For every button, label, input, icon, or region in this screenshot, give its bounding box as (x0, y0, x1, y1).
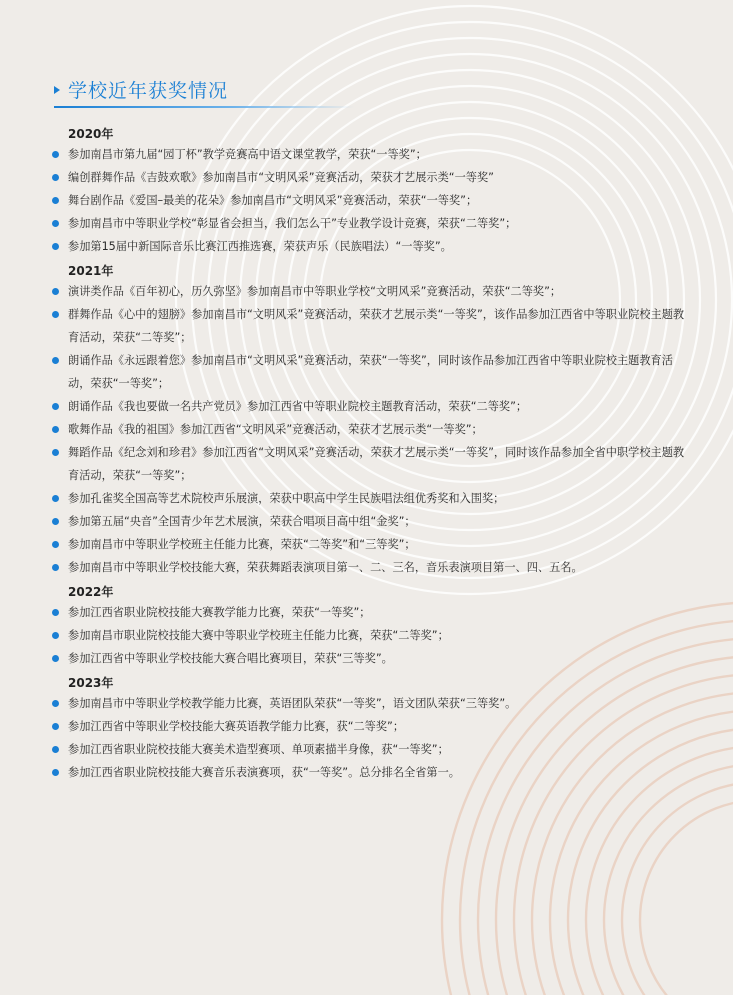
award-text: 参加南昌市中等职业学校教学能力比赛，英语团队荣获“一等奖”，语文团队荣获“三等奖”。 (68, 697, 517, 710)
bullet-dot-icon (52, 518, 59, 525)
award-text: 参加孔雀奖全国高等艺术院校声乐展演，荣获中职高中学生民族唱法组优秀奖和入围奖； (68, 492, 505, 505)
award-text: 参加南昌市第九届“园丁杯”教学竞赛高中语文课堂教学，荣获“一等奖”； (68, 148, 427, 161)
bullet-dot-icon (52, 700, 59, 707)
bullet-dot-icon (52, 632, 59, 639)
bullet-dot-icon (52, 723, 59, 730)
award-item (52, 624, 692, 647)
bullet-dot-icon (52, 426, 59, 433)
award-text: 参加南昌市职业院校技能大赛中等职业学校班主任能力比赛，荣获“二等奖”； (68, 629, 449, 642)
bullet-dot-icon (52, 495, 59, 502)
awards-list (52, 125, 692, 784)
year-heading: 2022年 (68, 585, 114, 599)
bullet-dot-icon (52, 288, 59, 295)
award-item (52, 189, 692, 212)
award-text: 编创群舞作品《吉鼓欢歌》参加南昌市“文明风采”竞赛活动，荣获才艺展示类“一等奖” (68, 171, 494, 184)
award-text: 参加江西省职业院校技能大赛教学能力比赛，荣获“一等奖”； (68, 606, 371, 619)
bullet-dot-icon (52, 769, 59, 776)
bullet-dot-icon (52, 197, 59, 204)
bullet-dot-icon (52, 174, 59, 181)
bullet-dot-icon (52, 151, 59, 158)
bullet-dot-icon (52, 243, 59, 250)
award-item (52, 212, 692, 235)
bullet-dot-icon (52, 220, 59, 227)
award-item (52, 761, 692, 784)
section-title: 学校近年获奖情况 (68, 80, 229, 102)
bullet-dot-icon (52, 564, 59, 571)
award-item (52, 533, 692, 556)
bullet-dot-icon (52, 449, 59, 456)
award-item (52, 692, 692, 715)
award-text: 参加江西省中等职业学校技能大赛合唱比赛项目，荣获“三等奖”。 (68, 652, 393, 665)
award-text: 朗诵作品《永远跟着您》参加南昌市“文明风采”竞赛活动，荣获“一等奖”，同时该作品参加江西省中等职业院校主题教育活动，荣获“一等奖”； (68, 354, 673, 390)
award-item (52, 303, 692, 349)
award-item (52, 601, 692, 624)
award-text: 舞蹈作品《纪念刘和珍君》参加江西省“文明风采”竞赛活动，荣获才艺展示类“一等奖”，同时该作品参加全省中职学校主题教育活动，荣获“一等奖”； (68, 446, 685, 482)
bullet-dot-icon (52, 357, 59, 364)
award-text: 朗诵作品《我也要做一名共产党员》参加江西省中等职业院校主题教育活动，荣获“二等奖”； (68, 400, 528, 413)
award-text: 演讲类作品《百年初心，历久弥坚》参加南昌市中等职业学校“文明风采”竞赛活动，荣获“二等奖”； (68, 285, 562, 298)
year-heading: 2023年 (68, 676, 114, 690)
award-item (52, 166, 692, 189)
triangle-bullet-icon (54, 86, 60, 94)
award-text: 参加第15届中新国际音乐比赛江西推选赛，荣获声乐（民族唱法）“一等奖”。 (68, 240, 452, 253)
bullet-dot-icon (52, 311, 59, 318)
award-item (52, 418, 692, 441)
award-item (52, 487, 692, 510)
award-item (52, 738, 692, 761)
bullet-dot-icon (52, 655, 59, 662)
year-heading: 2021年 (68, 264, 114, 278)
award-item (52, 510, 692, 533)
bullet-dot-icon (52, 746, 59, 753)
bullet-dot-icon (52, 609, 59, 616)
award-text: 参加南昌市中等职业学校班主任能力比赛，荣获“二等奖”和“三等奖”； (68, 538, 416, 551)
award-text: 参加第五届“央音”全国青少年艺术展演，荣获合唱项目高中组“金奖”； (68, 515, 416, 528)
year-heading: 2020年 (68, 127, 114, 141)
award-text: 参加江西省职业院校技能大赛美术造型赛项、单项素描半身像，获“一等奖”； (68, 743, 449, 756)
section-header (54, 76, 228, 103)
award-item (52, 715, 692, 738)
award-item (52, 556, 692, 579)
award-item (52, 647, 692, 670)
award-item (52, 280, 692, 303)
title-underline (54, 106, 354, 108)
bullet-dot-icon (52, 403, 59, 410)
bullet-dot-icon (52, 541, 59, 548)
award-text: 参加江西省职业院校技能大赛音乐表演赛项，获“一等奖”。总分排名全省第一。 (68, 766, 460, 779)
award-text: 参加江西省中等职业学校技能大赛英语教学能力比赛，获“二等奖”； (68, 720, 405, 733)
award-text: 歌舞作品《我的祖国》参加江西省“文明风采”竞赛活动，荣获才艺展示类“一等奖”； (68, 423, 483, 436)
award-item (52, 395, 692, 418)
award-text: 参加南昌市中等职业学校技能大赛，荣获舞蹈表演项目第一、二、三名，音乐表演项目第一、四、五名。 (68, 561, 583, 574)
award-item (52, 235, 692, 258)
award-text: 群舞作品《心中的翅膀》参加南昌市“文明风采”竞赛活动，荣获才艺展示类“一等奖”，该作品参加江西省中等职业院校主题教育活动，荣获“二等奖”； (68, 308, 685, 344)
award-item (52, 441, 692, 487)
award-text: 舞台剧作品《爱国–最美的花朵》参加南昌市“文明风采”竞赛活动，荣获“一等奖”； (68, 194, 478, 207)
award-item (52, 349, 692, 395)
award-item (52, 143, 692, 166)
award-text: 参加南昌市中等职业学校“彰显省会担当，我们怎么干”专业教学设计竞赛，荣获“二等奖”； (68, 217, 517, 230)
